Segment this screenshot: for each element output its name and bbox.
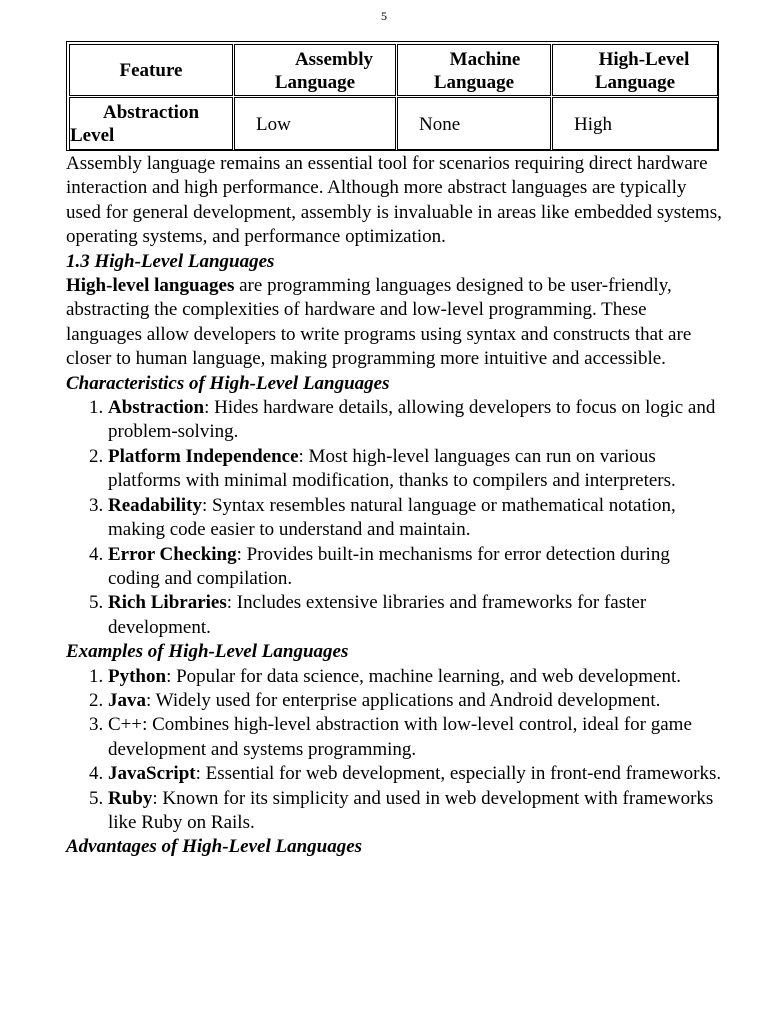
list-item (108, 689, 726, 713)
table-cell-feature-line2: Level (70, 125, 115, 146)
list-item (108, 396, 726, 445)
table-header-feature-text: Feature (119, 60, 183, 81)
table-cell-assembly (234, 97, 396, 150)
table-header-machine (397, 44, 551, 96)
page-number: 5 (381, 9, 387, 23)
list-item-term: Rich Libraries (108, 592, 227, 614)
list-item-text: : Known for its simplicity and used in web development with frameworks like Ruby on Rails. (108, 787, 714, 833)
list-item-text: C++: Combines high-level abstraction with low-level control, ideal for game development and systems programming. (108, 714, 692, 760)
list-item-term: Python (108, 665, 167, 687)
table-header-machine-line1: Machine (449, 49, 521, 70)
list-item-term: Platform Independence (108, 445, 299, 467)
table-cell-feature (69, 97, 233, 150)
table-header-assembly-line2: Language (274, 72, 356, 93)
table-cell-high-level (552, 97, 718, 150)
list-item-text: : Provides built-in mechanisms for error detection during coding and compilation. (108, 543, 670, 589)
table-cell-high-level-text: High (574, 114, 612, 135)
list-item (108, 543, 726, 592)
list-item (108, 665, 726, 689)
advantages-heading: Advantages of High-Level Languages (66, 836, 363, 858)
list-item-text: : Popular for data science, machine learning, and web development. (166, 665, 681, 687)
table-header-machine-line2: Language (433, 72, 515, 93)
page-content (66, 152, 726, 860)
list-item-term: Abstraction (108, 397, 205, 419)
list-item-text: : Widely used for enterprise applications and Android development. (146, 689, 661, 711)
definition-term: High-level languages (66, 275, 235, 297)
list-item (108, 713, 726, 762)
list-item-term: JavaScript (108, 763, 196, 785)
definition-text: are programming languages designed to be user-friendly, abstracting the complexities of hardware and low-level programming. These languages allow developers to write programs using syntax and constructs that are closer to human language, making programming more intuitive and accessible. (66, 275, 692, 370)
table-header-feature (69, 44, 233, 96)
table-header-high-level-line2: Language (594, 72, 676, 93)
examples-list (66, 665, 726, 836)
list-item-text: : Most high-level languages can run on various platforms with minimal modification, thanks to compilers and interpreters. (108, 445, 676, 492)
list-item-term: Error Checking (108, 543, 237, 565)
table-cell-feature-line1: Abstraction (102, 102, 200, 123)
section-heading: 1.3 High-Level Languages (66, 250, 275, 272)
list-item (108, 787, 726, 836)
list-item-term: Java (108, 689, 146, 711)
list-item-text: : Includes extensive libraries and frameworks for faster development. (108, 592, 647, 638)
list-item-text: : Hides hardware details, allowing developers to focus on logic and problem-solving. (108, 397, 716, 443)
list-item (108, 762, 726, 786)
table-cell-assembly-text: Low (256, 114, 291, 135)
intro-paragraph: Assembly language remains an essential tool for scenarios requiring direct hardware interaction and high performance. Although more abstract languages are typically used for general development, assembly is invaluable in areas like embedded systems, operating systems, and performance optimization. (66, 153, 722, 248)
list-item-text: : Essential for web development, especially in front-end frameworks. (195, 763, 722, 785)
table-header-assembly-line1: Assembly (294, 49, 374, 70)
list-item-term: Readability (108, 494, 202, 516)
list-item (108, 494, 726, 543)
table-header-assembly (234, 44, 396, 96)
list-item-text: : Syntax resembles natural language or mathematical notation, making code easier to understand and maintain. (108, 494, 676, 541)
comparison-table (66, 41, 719, 151)
table-cell-machine (397, 97, 551, 150)
table-header-high-level-line1: High-Level (598, 49, 690, 70)
characteristics-list (66, 396, 726, 640)
list-item-term: Ruby (108, 787, 153, 809)
examples-heading: Examples of High-Level Languages (66, 641, 349, 663)
table-cell-machine-text: None (419, 114, 461, 135)
list-item (108, 445, 726, 494)
definition-paragraph (66, 274, 726, 372)
table-header-high-level (552, 44, 718, 96)
characteristics-heading: Characteristics of High-Level Languages (66, 372, 390, 394)
list-item (108, 591, 726, 640)
